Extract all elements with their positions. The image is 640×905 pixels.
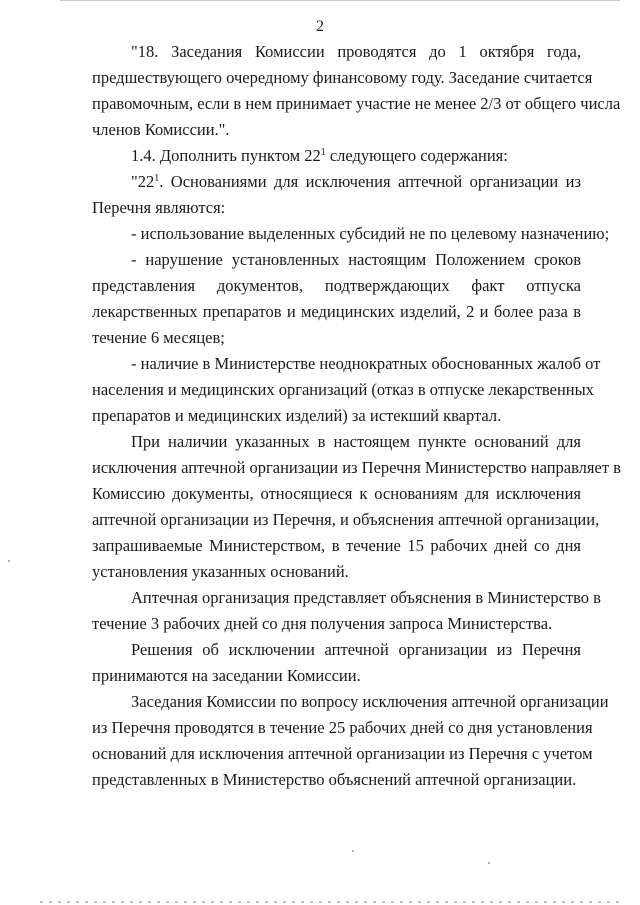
bullet-2-line-4: течение 6 месяцев;	[92, 328, 225, 347]
bullet-3-line-2: населения и медицинских организаций (отказ в отпуске лекарственных	[92, 380, 594, 399]
paragraph-1-4-rest: следующего содержания:	[325, 146, 508, 165]
scan-edge-bottom	[40, 901, 620, 903]
paragraph-1-4-text: 1.4. Дополнить пунктом 22	[131, 146, 321, 165]
paragraph-1-4	[131, 146, 581, 166]
bullet-1: - использование выделенных субсидий не по целевому назначению;	[131, 224, 610, 243]
paragraph-meetings-line-1: Заседания Комиссии по вопросу исключения аптечной организации	[131, 692, 609, 711]
paragraph-22-1-line-1	[131, 172, 581, 192]
paragraph-22-1-rest: . Основаниями для исключения аптечной организации из	[159, 172, 581, 191]
paragraph-explanations-line-1: Аптечная организация представляет объяснения в Министерство в	[131, 588, 601, 607]
superscript-index: 1	[320, 147, 326, 158]
paragraph-18-line-3: правомочным, если в нем принимает участие не менее 2/3 от общего числа	[92, 94, 621, 113]
paragraph-meetings-line-2: из Перечня проводятся в течение 25 рабочих дней со дня установления	[92, 718, 593, 737]
paragraph-grounds-line-4: аптечной организации из Перечня, и объяснения аптечной организации,	[92, 510, 600, 529]
scan-speck	[352, 850, 354, 852]
paragraph-18-line-2: предшествующего очередному финансовому году. Заседание считается	[92, 68, 593, 87]
paragraph-grounds-line-5: запрашиваемые Министерством, в течение 15 рабочих дней со дня	[92, 536, 581, 555]
paragraph-explanations-line-2: течение 3 рабочих дней со дня получения запроса Министерства.	[92, 614, 553, 633]
paragraph-grounds-line-6: установления указанных оснований.	[92, 562, 349, 581]
bullet-3-line-3: препаратов и медицинских изделий) за истекший квартал.	[92, 406, 502, 425]
paragraph-grounds-line-1: При наличии указанных в настоящем пункте оснований для	[131, 432, 581, 451]
paragraph-22-1-start: "22	[131, 172, 155, 191]
bullet-2-line-3: лекарственных препаратов и медицинских изделий, 2 и более раза в	[92, 302, 581, 321]
bullet-2-line-1: - нарушение установленных настоящим Положением сроков	[131, 250, 581, 269]
scan-speck	[8, 560, 10, 562]
paragraph-decisions-line-1: Решения об исключении аптечной организации из Перечня	[131, 640, 581, 659]
paragraph-decisions-line-2: принимаются на заседании Комиссии.	[92, 666, 361, 685]
paragraph-18-line-1: "18. Заседания Комиссии проводятся до 1 октября года,	[131, 42, 581, 61]
scan-speck	[488, 862, 490, 864]
superscript-index: 1	[154, 173, 160, 184]
page-number: 2	[316, 18, 324, 35]
bullet-3-line-1: - наличие в Министерстве неоднократных обоснованных жалоб от	[131, 354, 601, 373]
paragraph-meetings-line-4: представленных в Министерство объяснений аптечной организации.	[92, 770, 577, 789]
paragraph-grounds-line-2: исключения аптечной организации из Перечня Министерство направляет в	[92, 458, 621, 477]
scan-edge	[60, 0, 620, 1]
paragraph-grounds-line-3: Комиссию документы, относящиеся к основаниям для исключения	[92, 484, 581, 503]
paragraph-18-line-4: членов Комиссии.".	[92, 120, 230, 139]
paragraph-22-1-line-2: Перечня являются:	[92, 198, 226, 217]
paragraph-meetings-line-3: оснований для исключения аптечной организации из Перечня с учетом	[92, 744, 593, 763]
bullet-2-line-2: представления документов, подтверждающих факт отпуска	[92, 276, 581, 295]
